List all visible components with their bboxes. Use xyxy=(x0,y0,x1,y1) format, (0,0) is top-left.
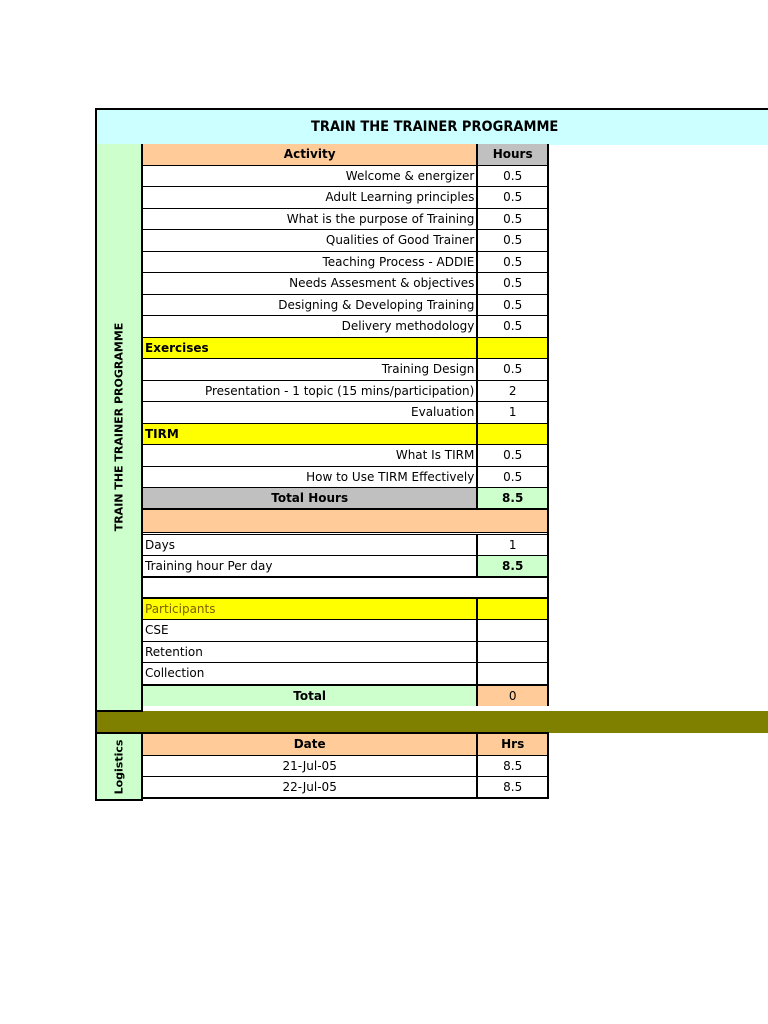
gap-row xyxy=(143,578,547,599)
exercise-name: Evaluation xyxy=(143,402,478,423)
table-row xyxy=(143,166,547,188)
table-row xyxy=(143,359,547,381)
activity-header: Activity xyxy=(143,144,478,165)
table-row xyxy=(143,445,547,467)
tirm-heading: TIRM xyxy=(143,424,478,445)
logistics-header-row xyxy=(143,734,547,756)
participant-value xyxy=(478,620,547,641)
activity-name: Teaching Process - ADDIE xyxy=(143,252,478,273)
participant-name: Collection xyxy=(143,663,478,684)
participants-heading-value xyxy=(478,599,547,620)
days-label: Days xyxy=(143,535,478,556)
exercises-heading: Exercises xyxy=(143,338,478,359)
exercise-name: Presentation - 1 topic (15 mins/participation) xyxy=(143,381,478,402)
tirm-name: What Is TIRM xyxy=(143,445,478,466)
exercise-hours: 1 xyxy=(508,405,517,419)
participants-total-value: 0 xyxy=(478,686,547,707)
gap-cell-2 xyxy=(478,578,547,597)
participants-total-label: Total xyxy=(143,686,478,707)
table-row xyxy=(143,230,547,252)
total-hours-label: Total Hours xyxy=(143,488,478,508)
table-row xyxy=(143,402,547,424)
hours-header: Hours xyxy=(478,144,547,165)
participants-heading: Participants xyxy=(143,599,478,620)
table-row xyxy=(143,777,547,799)
side-label-panel xyxy=(95,144,143,712)
table-row xyxy=(143,467,547,489)
logistics-date: 22-Jul-05 xyxy=(143,777,478,797)
logistics-rows xyxy=(143,756,547,799)
exercise-hours: 2 xyxy=(508,383,517,398)
participant-name: Retention xyxy=(143,642,478,663)
days-value: 1 xyxy=(508,537,517,552)
date-header: Date xyxy=(143,734,478,755)
participant-value xyxy=(478,663,547,684)
exercise-name: Training Design xyxy=(143,359,478,380)
table-row xyxy=(143,209,547,231)
table-row xyxy=(143,187,547,209)
total-hours-row xyxy=(143,488,547,510)
logistics-hrs: 8.5 xyxy=(503,780,523,794)
activity-hours: 0.5 xyxy=(503,276,523,290)
activity-hours: 0.5 xyxy=(503,319,523,333)
table-row xyxy=(143,273,547,295)
table-header-row xyxy=(143,144,547,166)
activity-rows xyxy=(143,166,547,338)
activity-hours: 0.5 xyxy=(503,211,523,226)
activity-hours: 0.5 xyxy=(503,233,523,247)
table-row xyxy=(143,620,547,642)
total-hours-value: 8.5 xyxy=(478,488,547,508)
tirm-hours: 0.5 xyxy=(503,469,523,484)
per-day-label: Training hour Per day xyxy=(143,556,478,576)
table-row xyxy=(143,295,547,317)
days-row xyxy=(143,535,547,557)
tirm-rows xyxy=(143,445,547,488)
activity-name: What is the purpose of Training xyxy=(143,209,478,230)
activity-name: Qualities of Good Trainer xyxy=(143,230,478,251)
activity-hours: 0.5 xyxy=(503,297,523,312)
exercises-heading-hours xyxy=(478,338,547,359)
tirm-hours: 0.5 xyxy=(503,448,523,462)
tirm-heading-hours xyxy=(478,424,547,445)
tirm-heading-row xyxy=(143,424,547,446)
exercise-hours: 0.5 xyxy=(503,362,523,376)
table-row xyxy=(143,756,547,778)
hrs-header: Hrs xyxy=(501,737,525,751)
logistics-label-panel xyxy=(95,732,143,801)
sheet-title: TRAIN THE TRAINER PROGRAMME xyxy=(311,119,559,135)
gap-cell xyxy=(143,578,478,597)
per-day-value: 8.5 xyxy=(478,556,547,576)
logistics-hrs: 8.5 xyxy=(503,758,523,773)
tirm-name: How to Use TIRM Effectively xyxy=(143,467,478,488)
activity-hours: 0.5 xyxy=(503,190,523,204)
logistics-label: Logistics xyxy=(112,739,126,794)
table-row xyxy=(143,642,547,664)
table-row xyxy=(143,252,547,274)
table-row xyxy=(143,663,547,685)
participants-total-row xyxy=(143,685,547,707)
table-row xyxy=(143,316,547,338)
participant-rows xyxy=(143,620,547,685)
table-row xyxy=(143,381,547,403)
participant-value xyxy=(478,642,547,663)
activity-name: Needs Assesment & objectives xyxy=(143,273,478,294)
activity-name: Designing & Developing Training xyxy=(143,295,478,316)
activity-hours: 0.5 xyxy=(503,168,523,183)
exercises-heading-row xyxy=(143,338,547,360)
spacer-row xyxy=(143,510,547,533)
side-label: TRAIN THE TRAINER PROGRAMME xyxy=(112,322,126,532)
participants-heading-row xyxy=(143,599,547,621)
exercise-rows xyxy=(143,359,547,424)
activity-table xyxy=(143,144,549,706)
activity-name: Welcome & energizer xyxy=(143,166,478,187)
logistics-date: 21-Jul-05 xyxy=(143,756,478,777)
participant-name: CSE xyxy=(143,620,478,641)
logistics-table xyxy=(143,732,549,799)
per-day-row xyxy=(143,556,547,578)
activity-hours: 0.5 xyxy=(503,254,523,269)
activity-name: Delivery methodology xyxy=(143,316,478,337)
activity-name: Adult Learning principles xyxy=(143,187,478,208)
